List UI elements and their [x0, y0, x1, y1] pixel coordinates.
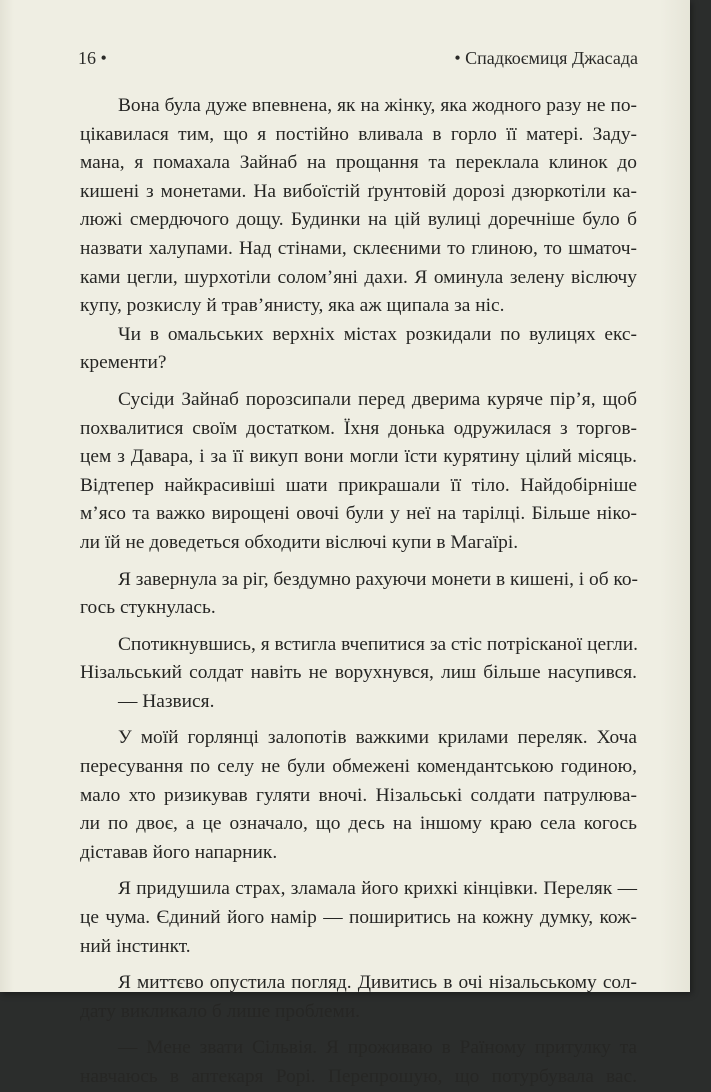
body-text	[80, 92, 637, 1092]
text-line: Нізальський солдат навіть не ворухнувся, лиш більше насупився.	[80, 662, 637, 684]
text-line: назвати халупами. Над стінами, склеєними то глиною, то шматоч-	[80, 237, 637, 259]
text-line: Спотикнувшись, я встигла вчепитися за стіс потрісканої цегли.	[118, 633, 638, 655]
text-line: Я придушила страх, зламала його крихкі кінцівки. Переляк —	[118, 878, 637, 900]
text-line: кишені з монетами. На вибоїстій ґрунтовій дорозі дзюркотіли ка-	[80, 180, 637, 202]
text-line: ний інстинкт.	[80, 935, 191, 957]
text-line: ками цегли, шурхотіли солом’яні дахи. Я оминула зелену віслючу	[80, 266, 637, 288]
text-line: люжі смердючого дощу. Будинки на цій вулиці доречніше було б	[80, 209, 637, 231]
text-line: — Мене звати Сільвія. Я проживаю в Раїному притулку та	[118, 1037, 637, 1059]
text-line: — Назвися.	[118, 690, 215, 712]
text-line: Чи в омальських верхніх містах розкидали по вулицях екс-	[118, 323, 637, 345]
text-line: Відтепер найкрасивіші шати прикрашали її тіло. Найдобірніше	[80, 474, 637, 496]
text-line: купу, розкислу й трав’янисту, яка аж щипала за ніс.	[80, 295, 505, 317]
text-line: У моїй горлянці залопотів важкими крилами переляк. Хоча	[118, 727, 637, 749]
page-header	[78, 48, 638, 74]
text-line: гось стукнулась.	[80, 597, 216, 619]
text-line: ли по двоє, а це означало, що десь на іншому краю села когось	[80, 813, 637, 835]
text-line: дату викликало б лише проблеми.	[80, 1000, 360, 1022]
text-line: Я завернула за ріг, бездумно рахуючи монети в кишені, і об ко-	[118, 568, 639, 590]
text-line: похвалитися своїм достатком. Їхня донька одружилася з торгов-	[80, 417, 637, 439]
text-line: пересування по селу не були обмежені комендантською годиною,	[80, 756, 637, 778]
text-line: м’ясо та важко вирощені овочі були у неї на тарілці. Більше ніко-	[80, 503, 637, 525]
text-line: Я миттєво опустила погляд. Дивитись в очі нізальському сол-	[118, 972, 637, 994]
text-line: цікавилася тим, що я постійно вливала в горло її матері. Заду-	[80, 123, 637, 145]
text-line: навчаюсь в аптекаря Рорі. Перепрошую, що потурбувала вас.	[80, 1066, 637, 1087]
text-line: діставав його напарник.	[80, 841, 278, 863]
page-number: 16 •	[78, 48, 107, 68]
text-line: ли їй не доведеться обходити віслючі купи в Магаїрі.	[80, 531, 519, 553]
text-line: кременти?	[80, 352, 167, 374]
text-line: Сусіди Зайнаб порозсипали перед дверима куряче пір’я, щоб	[118, 388, 637, 410]
text-line: Вона була дуже впевнена, як на жінку, яка жодного разу не по-	[118, 95, 637, 116]
text-line: цем з Давара, і за її викуп вони могли їсти курятину цілий місяць.	[80, 446, 637, 468]
text-line: це чума. Єдиний його намір — поширитись на кожну думку, кож-	[80, 907, 637, 929]
text-line: мана, я помахала Зайнаб на прощання та переклала клинок до	[80, 152, 637, 174]
text-line: мало хто ризикував гуляти вночі. Нізальські солдати патрулюва-	[80, 784, 637, 806]
running-title: • Спадкоємиця Джасада	[454, 48, 638, 68]
